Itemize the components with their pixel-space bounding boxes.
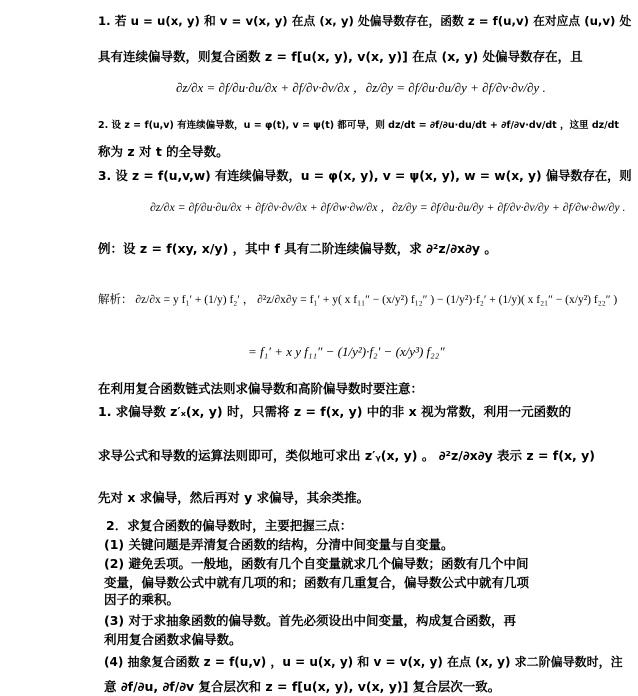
note-1-line-2-text: 求导公式和导数的运算法则即可，类似地可求出 z′ᵧ(x, y) 。 ∂²z/∂x∂y 表示 z = f(x, y) xyxy=(98,448,595,463)
note-2-point-2-line-1-text: (2) 避免丢项。一般地，函数有几个自变量就求几个偏导数；函数有几个中间 xyxy=(104,556,529,571)
example-statement-text: 例：设 z = f(xy, x/y) ，其中 f 具有二阶连续偏导数，求 ∂²z/∂x∂y 。 xyxy=(98,241,497,256)
note-2-point-1-text: (1) 关键问题是弄清复合函数的结构，分清中间变量与自变量。 xyxy=(104,537,454,552)
note-2-point-4-line-1 xyxy=(104,654,623,670)
formula-chain-rule-three-vars-text: ∂z/∂x = ∂f/∂u·∂u/∂x + ∂f/∂v·∂v/∂x + ∂f/∂w·∂w/∂x ，∂z/∂y = ∂f/∂u·∂u/∂y + ∂f/∂v·∂v/∂y + ∂f/∂w·∂w/∂y . xyxy=(150,201,626,214)
note-2-point-2-line-2-text: 变量，偏导数公式中就有几项的和；函数有几重复合，偏导数公式中就有几项 xyxy=(104,575,530,590)
note-2-point-2-line-3-text: 因子的乘积。 xyxy=(104,592,180,607)
note-1-line-2 xyxy=(98,448,595,464)
note-2-point-4-line-2-text: 意 ∂f/∂u, ∂f/∂v 复合层次和 z = f[u(x, y), v(x, y)] 复合层次一致。 xyxy=(104,679,501,694)
solution-line-2-text: = f₁′ + x y f₁₁″ − (1/y²)·f₂′ − (x/y³) f₂₂″ xyxy=(248,344,445,359)
note-2-point-1 xyxy=(104,537,453,553)
note-1-line-3-text: 先对 x 求偏导，然后再对 y 求偏导，其余类推。 xyxy=(98,490,370,505)
note-2-point-3-line-1 xyxy=(104,613,516,629)
note-1-line-1 xyxy=(98,404,571,420)
note-2-point-2-line-3 xyxy=(104,592,179,608)
formula-chain-rule-three-vars xyxy=(150,200,625,216)
formula-chain-rule-two-vars-text: ∂z/∂x = ∂f/∂u·∂u/∂x + ∂f/∂v·∂v/∂x ，∂z/∂y = ∂f/∂u·∂u/∂y + ∂f/∂v·∂v/∂y . xyxy=(176,80,546,95)
note-2-heading xyxy=(106,518,352,534)
notes-heading xyxy=(98,381,423,397)
note-2-point-2-line-1 xyxy=(104,556,528,572)
note-2-heading-text: 2．求复合函数的偏导数时，主要把握三点： xyxy=(106,518,353,533)
formula-chain-rule-two-vars xyxy=(176,80,546,96)
example-statement xyxy=(98,241,497,257)
line-4 xyxy=(98,118,619,134)
note-2-point-3-line-2-text: 利用复合函数求偏导数。 xyxy=(104,632,242,647)
solution-line-1 xyxy=(98,292,617,308)
note-2-point-3-line-2 xyxy=(104,632,242,648)
note-1-line-1-text: 1. 求偏导数 z′ₓ(x, y) 时，只需将 z = f(x, y) 中的非 x 视为常数，利用一元函数的 xyxy=(98,404,572,419)
note-2-point-3-line-1-text: (3) 对于求抽象函数的偏导数。首先必须设出中间变量，构成复合函数，再 xyxy=(104,613,516,628)
line-5-text: 称为 z 对 t 的全导数。 xyxy=(98,144,229,159)
solution-line-1-text: 解析： ∂z/∂x = y f₁′ + (1/y) f₂′ ， ∂²z/∂x∂y = f₁′ + y( x f₁₁″ − (x/y²) f₁₂″ ) − (1/y²)·f₂′ + (1/y)( x f₂₁″ − (x/y²) f₂₂″ ) xyxy=(98,294,618,306)
line-6 xyxy=(98,168,632,184)
note-2-point-4-line-2 xyxy=(104,679,500,695)
note-1-line-3 xyxy=(98,490,369,506)
line-2-text: 具有连续偏导数，则复合函数 z = f[u(x, y), v(x, y)] 在点 (x, y) 处偏导数存在，且 xyxy=(98,49,583,64)
line-5 xyxy=(98,144,229,160)
notes-heading-text: 在利用复合函数链式法则求偏导数和高阶偏导数时要注意： xyxy=(98,381,424,396)
solution-line-2 xyxy=(248,344,445,360)
line-1-text: 1. 若 u = u(x, y) 和 v = v(x, y) 在点 (x, y) 处偏导数存在，函数 z = f(u,v) 在对应点 (u,v) 处 xyxy=(98,14,632,28)
line-1 xyxy=(98,13,631,29)
line-6-text: 3. 设 z = f(u,v,w) 有连续偏导数，u = φ(x, y), v = ψ(x, y), w = w(x, y) 偏导数存在，则 xyxy=(98,169,632,183)
line-2 xyxy=(98,49,583,65)
line-4-text: 2. 设 z = f(u,v) 有连续偏导数，u = φ(t), v = ψ(t) 都可导，则 dz/dt = ∂f/∂u·du/dt + ∂f/∂v·dv/dt ，这里 dz/dt xyxy=(98,120,619,131)
note-2-point-2-line-2 xyxy=(104,575,529,591)
note-2-point-4-line-1-text: (4) 抽象复合函数 z = f(u,v) ，u = u(x, y) 和 v = v(x, y) 在点 (x, y) 求二阶偏导数时，注 xyxy=(104,655,623,669)
